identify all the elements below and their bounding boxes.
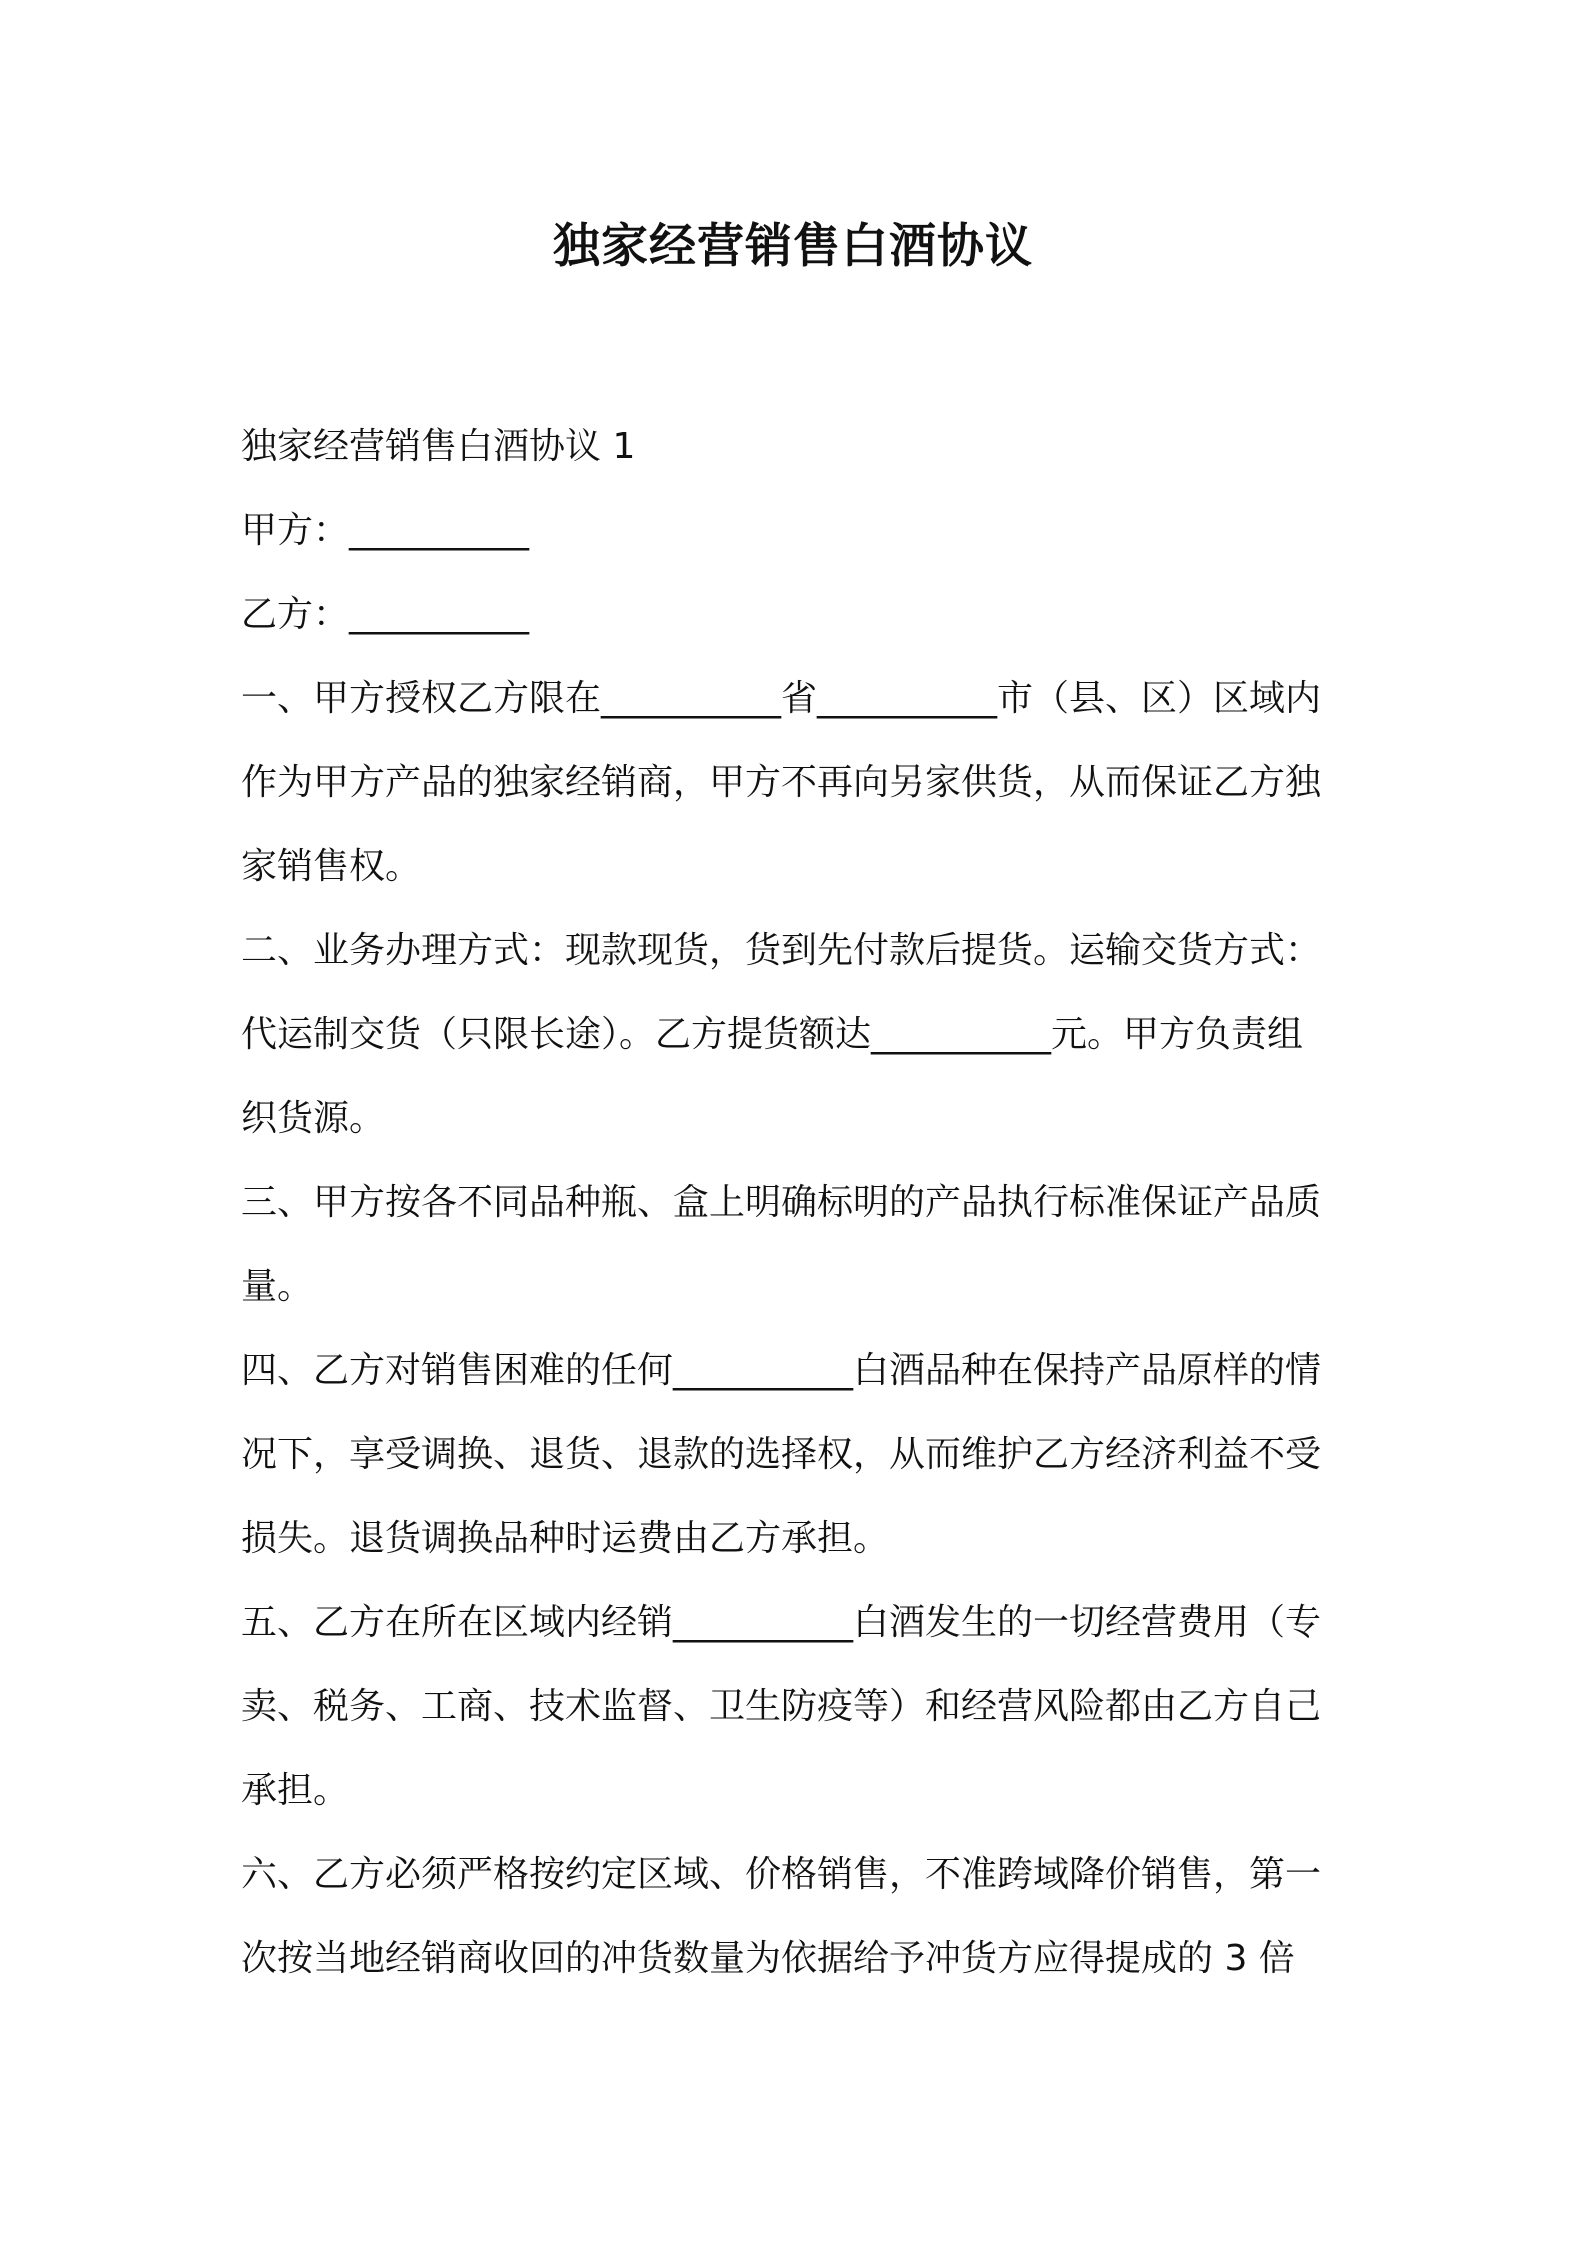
clause-line: 量。 [241, 1266, 314, 1307]
clause-line: 承担。 [241, 1770, 350, 1811]
subtitle [241, 405, 1361, 489]
clause-3 [241, 1161, 1361, 1329]
document-body [241, 405, 1361, 2001]
clause-4 [241, 1329, 1361, 1581]
party-b-text: 乙方：__________ [241, 594, 530, 635]
clause-line: 家销售权。 [241, 846, 422, 887]
party-a-line [241, 489, 1361, 573]
clause-line: 代运制交货（只限长途）。乙方提货额达__________元。甲方负责组 [241, 1014, 1304, 1055]
clause-line: 卖、税务、工商、技术监督、卫生防疫等）和经营风险都由乙方自己 [241, 1686, 1322, 1727]
clause-line: 一、甲方授权乙方限在__________省__________市（县、区）区域内 [241, 678, 1322, 719]
party-b-line [241, 573, 1361, 657]
clause-line: 损失。退货调换品种时运费由乙方承担。 [241, 1518, 890, 1559]
clause-line: 况下，享受调换、退货、退款的选择权，从而维护乙方经济利益不受 [241, 1434, 1322, 1475]
clause-line: 作为甲方产品的独家经销商，甲方不再向另家供货，从而保证乙方独 [241, 762, 1322, 803]
clause-line: 织货源。 [241, 1098, 386, 1139]
document-title: 独家经营销售白酒协议 [553, 219, 1033, 274]
party-a-text: 甲方：__________ [241, 510, 530, 551]
clause-line: 二、业务办理方式：现款现货，货到先付款后提货。运输交货方式： [241, 930, 1322, 971]
clause-1 [241, 657, 1361, 909]
clause-line: 六、乙方必须严格按约定区域、价格销售，不准跨域降价销售，第一 [241, 1854, 1322, 1895]
clause-line: 四、乙方对销售困难的任何__________白酒品种在保持产品原样的情 [241, 1350, 1322, 1391]
subtitle-line: 独家经营销售白酒协议 1 [241, 426, 636, 467]
clause-line: 五、乙方在所在区域内经销__________白酒发生的一切经营费用（专 [241, 1602, 1322, 1643]
clause-line: 三、甲方按各不同品种瓶、盒上明确标明的产品执行标准保证产品质 [241, 1182, 1322, 1223]
clause-2 [241, 909, 1361, 1161]
clause-5 [241, 1581, 1361, 1833]
clause-6 [241, 1833, 1361, 2001]
clause-line: 次按当地经销商收回的冲货数量为依据给予冲货方应得提成的 3 倍 [241, 1938, 1295, 1979]
